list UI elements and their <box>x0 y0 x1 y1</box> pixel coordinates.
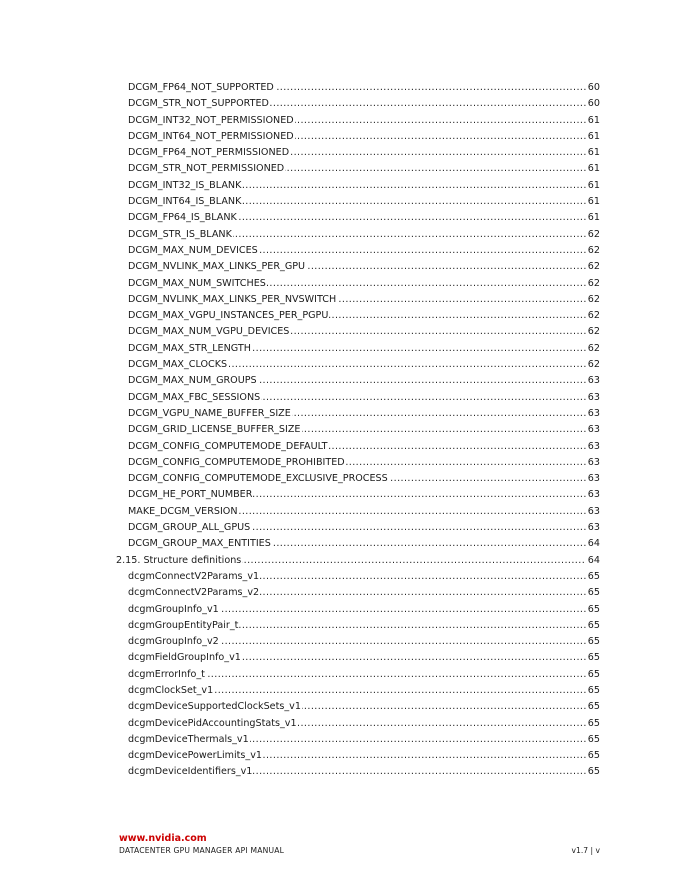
toc-entry-title: dcgmConnectV2Params_v2 <box>128 587 260 599</box>
toc-entry[interactable] <box>0 504 680 520</box>
toc-leader <box>128 716 600 732</box>
toc-entry-page: 65 <box>586 732 600 748</box>
toc-entry-page: 62 <box>586 276 600 292</box>
toc-entry-title: DCGM_GROUP_ALL_GPUS <box>128 522 251 534</box>
toc-entry[interactable] <box>0 324 680 340</box>
toc-entry[interactable] <box>0 520 680 536</box>
toc-entry-page: 62 <box>586 259 600 275</box>
toc-entry-page: 61 <box>586 178 600 194</box>
toc-entry[interactable] <box>0 259 680 275</box>
toc-leader <box>128 618 600 634</box>
toc-entry-page: 63 <box>586 471 600 487</box>
toc-entry-page: 65 <box>586 650 600 666</box>
toc-entry-title: DCGM_MAX_NUM_SWITCHES <box>128 277 266 289</box>
toc-entry[interactable] <box>0 129 680 145</box>
toc-entry-page: 62 <box>586 357 600 373</box>
toc-entry-page: 62 <box>586 324 600 340</box>
toc-entry[interactable] <box>0 585 680 601</box>
toc-entry[interactable] <box>0 439 680 455</box>
toc-entry[interactable] <box>0 227 680 243</box>
toc-entry-page: 63 <box>586 422 600 438</box>
toc-entry-page: 63 <box>586 520 600 536</box>
toc-entry-title: DCGM_MAX_FBC_SESSIONS <box>128 391 261 403</box>
toc-entry-title: DCGM_NVLINK_MAX_LINKS_PER_GPU <box>128 261 306 273</box>
toc-entry-title: dcgmFieldGroupInfo_v1 <box>128 652 241 664</box>
toc-entry-page: 65 <box>586 699 600 715</box>
toc-entry[interactable] <box>0 699 680 715</box>
toc-entry-page: 63 <box>586 504 600 520</box>
toc-leader <box>128 455 600 471</box>
toc-entry-page: 61 <box>586 129 600 145</box>
toc-entry-title: dcgmErrorInfo_t <box>128 668 205 680</box>
toc-entry-title: DCGM_INT64_IS_BLANK <box>128 196 242 208</box>
toc-entry[interactable] <box>0 161 680 177</box>
toc-entry-page: 65 <box>586 634 600 650</box>
toc-leader <box>128 487 600 503</box>
toc-leader <box>128 650 600 666</box>
toc-entry-title: DCGM_MAX_VGPU_INSTANCES_PER_PGPU <box>128 310 329 322</box>
toc-entry-page: 61 <box>586 194 600 210</box>
toc-entry-title: dcgmGroupInfo_v2 <box>128 636 219 648</box>
toc-entry[interactable] <box>0 178 680 194</box>
toc-entry[interactable] <box>0 194 680 210</box>
toc-leader <box>128 129 600 145</box>
toc-entry-title: dcgmGroupEntityPair_t <box>128 619 239 631</box>
toc-entry-page: 61 <box>586 210 600 226</box>
toc-entry[interactable] <box>0 406 680 422</box>
toc-leader <box>128 292 600 308</box>
toc-leader <box>128 471 600 487</box>
toc-leader <box>128 341 600 357</box>
toc-entry-page: 60 <box>586 96 600 112</box>
toc-entry[interactable] <box>0 455 680 471</box>
toc-entry[interactable] <box>0 373 680 389</box>
toc-leader <box>128 602 600 618</box>
toc-leader <box>128 585 600 601</box>
toc-entry-page: 65 <box>586 667 600 683</box>
toc-entry[interactable] <box>0 341 680 357</box>
toc-entry-title: DCGM_FP64_NOT_SUPPORTED <box>128 82 274 93</box>
toc-leader <box>128 259 600 275</box>
toc-entry-page: 61 <box>586 145 600 161</box>
toc-entry-page: 65 <box>586 618 600 634</box>
toc-entry[interactable] <box>0 276 680 292</box>
toc-entry[interactable] <box>0 357 680 373</box>
toc-entry-title: DCGM_CONFIG_COMPUTEMODE_EXCLUSIVE_PROCESS <box>128 473 388 485</box>
toc-entry-page: 64 <box>586 553 600 569</box>
toc-entry[interactable] <box>0 308 680 324</box>
toc-entry-title: DCGM_FP64_NOT_PERMISSIONED <box>128 147 290 159</box>
toc-entry-title: DCGM_FP64_IS_BLANK <box>128 212 237 224</box>
toc-entry-title: DCGM_MAX_NUM_VGPU_DEVICES <box>128 326 290 338</box>
footer-doc-title: DATACENTER GPU MANAGER API MANUAL <box>119 846 285 855</box>
toc-entry[interactable] <box>0 80 680 96</box>
toc-entry-page: 65 <box>586 683 600 699</box>
toc-entry[interactable] <box>0 683 680 699</box>
toc-entry-page: 65 <box>586 602 600 618</box>
toc-leader <box>128 243 600 259</box>
toc-entry[interactable] <box>0 390 680 406</box>
toc-leader <box>128 80 600 96</box>
toc-entry[interactable] <box>0 618 680 634</box>
toc-leader <box>128 276 600 292</box>
toc-entry-page: 62 <box>586 341 600 357</box>
toc-entry-title: DCGM_MAX_STR_LENGTH <box>128 342 251 354</box>
toc-entry-page: 63 <box>586 390 600 406</box>
toc-entry[interactable] <box>0 96 680 112</box>
toc-entry-title: DCGM_STR_NOT_SUPPORTED <box>128 98 269 110</box>
toc-leader <box>128 210 600 226</box>
toc-leader <box>116 553 600 569</box>
toc-entry-title: DCGM_VGPU_NAME_BUFFER_SIZE <box>128 407 291 419</box>
toc-entry[interactable] <box>0 732 680 748</box>
toc-entry[interactable] <box>0 422 680 438</box>
toc-leader <box>128 748 600 764</box>
toc-entry[interactable] <box>0 487 680 503</box>
toc-leader <box>128 373 600 389</box>
toc-entry[interactable] <box>0 145 680 161</box>
toc-leader <box>128 113 600 129</box>
toc-leader <box>128 390 600 406</box>
toc-entry-title: dcgmClockSet_v1 <box>128 684 214 696</box>
toc-entry-page: 65 <box>586 764 600 780</box>
toc-leader <box>128 161 600 177</box>
toc-entry-title: DCGM_MAX_CLOCKS <box>128 359 228 371</box>
toc-leader <box>128 504 600 520</box>
toc-leader <box>128 439 600 455</box>
toc-entry-page: 63 <box>586 487 600 503</box>
toc-leader <box>128 732 600 748</box>
toc-entry-title: dcgmDevicePowerLimits_v1 <box>128 750 262 762</box>
toc-entry-title: dcgmDevicePidAccountingStats_v1 <box>128 717 297 729</box>
toc-entry-title: DCGM_CONFIG_COMPUTEMODE_DEFAULT <box>128 440 328 452</box>
toc-entry[interactable] <box>0 569 680 585</box>
toc-leader <box>128 536 600 552</box>
toc-entry-page: 65 <box>586 716 600 732</box>
toc-entry-title: DCGM_MAX_NUM_DEVICES <box>128 244 258 256</box>
toc-entry-title: dcgmGroupInfo_v1 <box>128 603 219 615</box>
toc-entry-title: DCGM_HE_PORT_NUMBER <box>128 489 253 501</box>
toc-entry[interactable] <box>0 602 680 618</box>
toc-entry[interactable] <box>0 210 680 226</box>
toc-entry[interactable] <box>0 536 680 552</box>
toc-leader <box>128 683 600 699</box>
toc-leader <box>128 145 600 161</box>
toc-entry-title: DCGM_MAX_NUM_GROUPS <box>128 375 257 387</box>
toc-leader <box>128 308 600 324</box>
toc-entry[interactable] <box>0 113 680 129</box>
toc-entry-page: 65 <box>586 569 600 585</box>
toc-entry-page: 61 <box>586 161 600 177</box>
toc-entry-title: DCGM_INT32_NOT_PERMISSIONED <box>128 114 294 126</box>
toc-leader <box>128 227 600 243</box>
toc-entry-title: DCGM_NVLINK_MAX_LINKS_PER_NVSWITCH <box>128 293 337 305</box>
toc-entry-page: 63 <box>586 439 600 455</box>
toc-entry-page: 62 <box>586 227 600 243</box>
toc-entry-title: dcgmConnectV2Params_v1 <box>128 570 260 582</box>
toc-entry[interactable] <box>0 634 680 650</box>
toc-entry-page: 64 <box>586 536 600 552</box>
toc-entry[interactable] <box>0 243 680 259</box>
toc-entry-page: 65 <box>586 585 600 601</box>
toc-leader <box>128 324 600 340</box>
toc-entry[interactable] <box>0 764 680 780</box>
toc-entry[interactable] <box>0 650 680 666</box>
toc-entry-title: 2.15. Structure definitions <box>116 554 242 566</box>
toc-entry-page: 61 <box>586 113 600 129</box>
toc-entry-page: 63 <box>586 455 600 471</box>
toc-leader <box>128 357 600 373</box>
toc-entry-title: dcgmDeviceThermals_v1 <box>128 733 249 745</box>
toc-leader <box>128 569 600 585</box>
toc-leader <box>128 764 600 780</box>
toc-entry-page: 62 <box>586 308 600 324</box>
toc-entry-page: 62 <box>586 292 600 308</box>
toc-entry-title: DCGM_STR_IS_BLANK <box>128 228 232 240</box>
toc-entry-title: MAKE_DCGM_VERSION <box>128 505 238 517</box>
toc-entry-page: 63 <box>586 373 600 389</box>
toc-leader <box>128 406 600 422</box>
toc-entry[interactable] <box>0 292 680 308</box>
toc-entry-title: dcgmDeviceSupportedClockSets_v1 <box>128 701 301 713</box>
toc-entry-page: 63 <box>586 406 600 422</box>
toc-entry[interactable] <box>0 471 680 487</box>
footer-version: v1.7 | v <box>571 846 600 855</box>
toc-leader <box>128 194 600 210</box>
toc-entry-title: DCGM_INT32_IS_BLANK <box>128 179 242 191</box>
toc-entry-title: DCGM_STR_NOT_PERMISSIONED <box>128 163 285 175</box>
toc-section-entry[interactable] <box>0 553 680 569</box>
toc-entry-page: 65 <box>586 748 600 764</box>
toc-leader <box>128 520 600 536</box>
toc-leader <box>128 178 600 194</box>
toc-entry[interactable] <box>0 716 680 732</box>
toc-entry-page: 62 <box>586 243 600 259</box>
toc-leader <box>128 667 600 683</box>
toc-leader <box>128 96 600 112</box>
toc-leader <box>128 422 600 438</box>
toc-entry-title: DCGM_CONFIG_COMPUTEMODE_PROHIBITED <box>128 456 345 468</box>
footer-url[interactable]: www.nvidia.com <box>119 833 207 844</box>
toc-entry[interactable] <box>0 667 680 683</box>
toc-entry-title: DCGM_GROUP_MAX_ENTITIES <box>128 538 271 550</box>
toc-entry-title: DCGM_INT64_NOT_PERMISSIONED <box>128 130 294 142</box>
toc-leader <box>128 699 600 715</box>
toc-entry-title: DCGM_GRID_LICENSE_BUFFER_SIZE <box>128 424 301 436</box>
toc-entry[interactable] <box>0 748 680 764</box>
table-of-contents <box>0 80 680 781</box>
toc-entry-title: dcgmDeviceIdentifiers_v1 <box>128 766 253 778</box>
toc-entry-page: 60 <box>586 80 600 96</box>
toc-leader <box>128 634 600 650</box>
